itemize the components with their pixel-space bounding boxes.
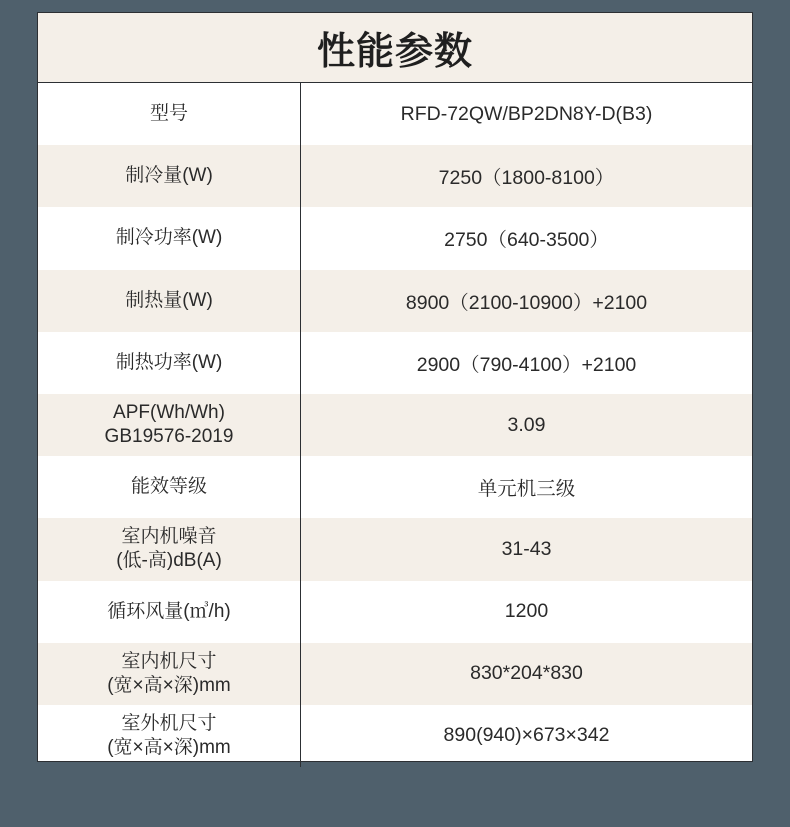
spec-value: 单元机三级 [477, 478, 576, 501]
table-row [38, 581, 752, 643]
table-row [38, 207, 752, 269]
spec-rows [38, 83, 752, 767]
spec-value: 2900（790-4100）+2100 [416, 353, 637, 376]
spec-table [37, 12, 753, 762]
spec-label: 室外机尺寸 (宽×高×深)mm [38, 705, 301, 767]
spec-label: 循环风量(㎥/h) [38, 581, 301, 643]
table-row [38, 643, 752, 705]
spec-label: 制热功率(W) [38, 332, 301, 394]
table-row [38, 83, 752, 145]
spec-label: 型号 [38, 83, 301, 145]
spec-value: RFD-72QW/BP2DN8Y-D(B3) [400, 102, 653, 125]
spec-label: APF(Wh/Wh) GB19576-2019 [38, 394, 301, 456]
table-title: 性能参数 [38, 13, 752, 83]
spec-value: 1200 [504, 600, 549, 623]
table-row [38, 332, 752, 394]
table-row [38, 394, 752, 456]
spec-label: 能效等级 [38, 456, 301, 518]
table-row [38, 145, 752, 207]
spec-value: 8900（2100-10900）+2100 [405, 291, 648, 314]
spec-value: 890(940)×673×342 [443, 724, 610, 747]
spec-label: 制冷量(W) [38, 145, 301, 207]
spec-value: 3.09 [507, 413, 546, 436]
table-row [38, 456, 752, 518]
spec-value: 7250（1800-8100） [438, 167, 615, 190]
spec-label: 室内机噪音 (低-高)dB(A) [38, 518, 301, 580]
spec-value: 830*204*830 [470, 662, 583, 685]
table-row [38, 518, 752, 580]
spec-label: 室内机尺寸 (宽×高×深)mm [38, 643, 301, 705]
table-row [38, 270, 752, 332]
spec-value: 31-43 [501, 537, 552, 560]
table-row [38, 705, 752, 767]
spec-label: 制热量(W) [38, 270, 301, 332]
spec-label: 制冷功率(W) [38, 207, 301, 269]
spec-value: 2750（640-3500） [444, 229, 609, 252]
